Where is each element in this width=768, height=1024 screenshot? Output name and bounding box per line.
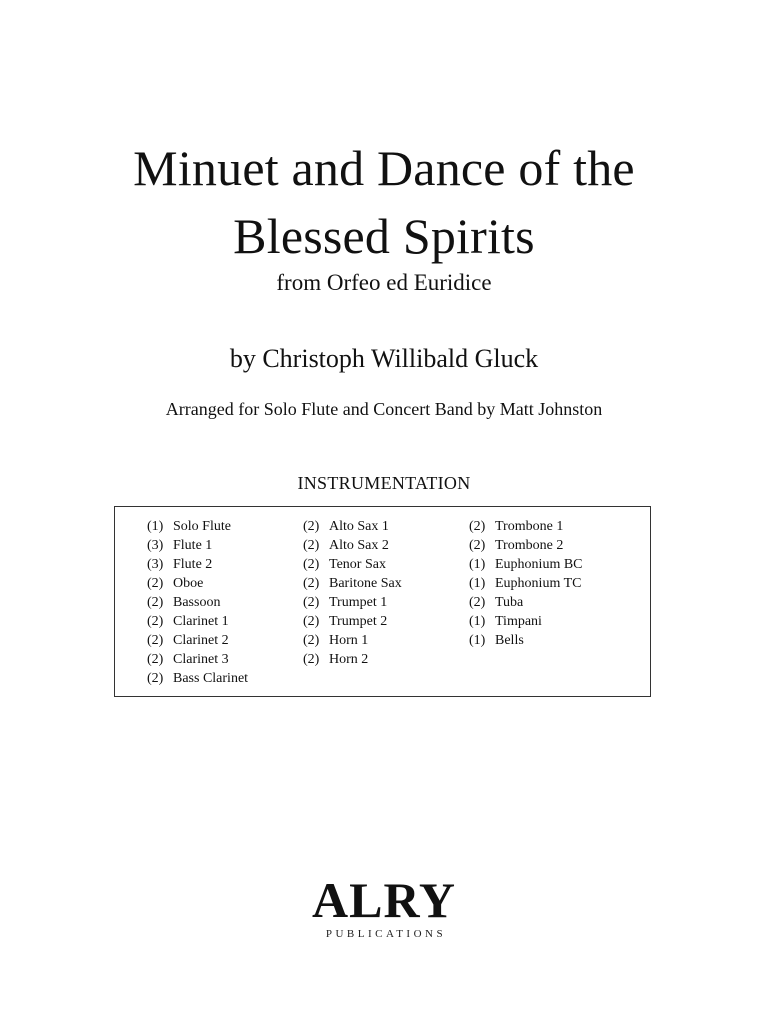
title-line-1: Minuet and Dance of the — [133, 140, 635, 196]
instrument-name: Trombone 2 — [495, 538, 564, 553]
instrument-item — [147, 612, 248, 631]
page-title — [0, 134, 768, 270]
instrument-item — [469, 593, 583, 612]
instrument-count: (2) — [303, 576, 320, 591]
instrument-name: Tenor Sax — [329, 557, 386, 572]
instrument-count: (3) — [147, 557, 164, 572]
instrument-count: (2) — [147, 633, 164, 648]
instrument-item — [147, 517, 248, 536]
instrument-name: Bells — [495, 633, 524, 648]
instrument-count: (2) — [303, 652, 320, 667]
instrument-name: Oboe — [173, 576, 204, 591]
logo-wordmark: ALRY — [312, 872, 456, 928]
instrument-name: Clarinet 1 — [173, 614, 229, 629]
instrument-item — [303, 631, 402, 650]
instrumentation-box — [114, 506, 651, 697]
instrument-item — [469, 612, 583, 631]
instrument-item — [303, 650, 402, 669]
instrument-count: (2) — [469, 538, 486, 553]
instrument-item — [303, 517, 402, 536]
instrument-name: Horn 2 — [329, 652, 369, 667]
instrument-item — [147, 555, 248, 574]
subtitle: from Orfeo ed Euridice — [276, 270, 492, 295]
instrument-item — [303, 536, 402, 555]
logo-subtext: PUBLICATIONS — [325, 928, 447, 940]
composer-credit: by Christoph Willibald Gluck — [229, 344, 539, 373]
instrument-count: (2) — [147, 614, 164, 629]
instrument-name: Alto Sax 2 — [329, 538, 389, 553]
instrument-item — [469, 574, 583, 593]
instrument-name: Flute 2 — [173, 557, 213, 572]
instrument-count: (2) — [303, 519, 320, 534]
instrument-name: Tuba — [495, 595, 524, 610]
instrument-name: Timpani — [495, 614, 542, 629]
instrument-item — [147, 669, 248, 688]
instrument-name: Trombone 1 — [495, 519, 564, 534]
instrument-item — [147, 650, 248, 669]
instrument-count: (1) — [469, 633, 486, 648]
instrument-item — [469, 555, 583, 574]
instrument-name: Solo Flute — [173, 519, 231, 534]
instrument-name: Euphonium BC — [495, 557, 583, 572]
instrument-item — [303, 612, 402, 631]
instrument-item — [303, 555, 402, 574]
instrument-item — [469, 536, 583, 555]
instrument-item — [469, 631, 583, 650]
instrument-item — [147, 631, 248, 650]
instrument-name: Clarinet 3 — [173, 652, 229, 667]
instrument-count: (2) — [303, 633, 320, 648]
instrument-count: (2) — [147, 595, 164, 610]
instrument-count: (2) — [303, 595, 320, 610]
instrument-name: Trumpet 2 — [329, 614, 388, 629]
instrumentation-column-1 — [147, 517, 248, 688]
instrument-count: (2) — [469, 519, 486, 534]
instrument-name: Horn 1 — [329, 633, 369, 648]
instrument-name: Clarinet 2 — [173, 633, 229, 648]
instrument-name: Baritone Sax — [329, 576, 402, 591]
instrument-item — [303, 574, 402, 593]
instrument-item — [147, 536, 248, 555]
instrument-count: (1) — [147, 519, 164, 534]
instrument-count: (2) — [147, 652, 164, 667]
instrumentation-heading: INSTRUMENTATION — [297, 473, 471, 493]
instrument-item — [147, 593, 248, 612]
instrument-name: Flute 1 — [173, 538, 213, 553]
instrument-count: (2) — [303, 614, 320, 629]
title-line-2: Blessed Spirits — [233, 208, 535, 264]
instrument-item — [147, 574, 248, 593]
instrumentation-column-2 — [303, 517, 402, 669]
instrument-count: (1) — [469, 557, 486, 572]
instrument-count: (1) — [469, 614, 486, 629]
instrument-name: Euphonium TC — [495, 576, 582, 591]
publisher-logo — [0, 874, 768, 941]
instrument-count: (1) — [469, 576, 486, 591]
arranger-credit: Arranged for Solo Flute and Concert Band by Matt Johnston — [165, 399, 603, 419]
instrument-count: (2) — [147, 671, 164, 686]
instrument-name: Bass Clarinet — [173, 671, 249, 686]
instrument-name: Bassoon — [173, 595, 221, 610]
instrument-count: (2) — [147, 576, 164, 591]
instrument-count: (2) — [303, 557, 320, 572]
instrument-count: (3) — [147, 538, 164, 553]
instrument-item — [303, 593, 402, 612]
instrument-name: Alto Sax 1 — [329, 519, 389, 534]
instrumentation-column-3 — [469, 517, 583, 650]
instrument-count: (2) — [303, 538, 320, 553]
instrument-name: Trumpet 1 — [329, 595, 388, 610]
instrument-count: (2) — [469, 595, 486, 610]
instrument-item — [469, 517, 583, 536]
